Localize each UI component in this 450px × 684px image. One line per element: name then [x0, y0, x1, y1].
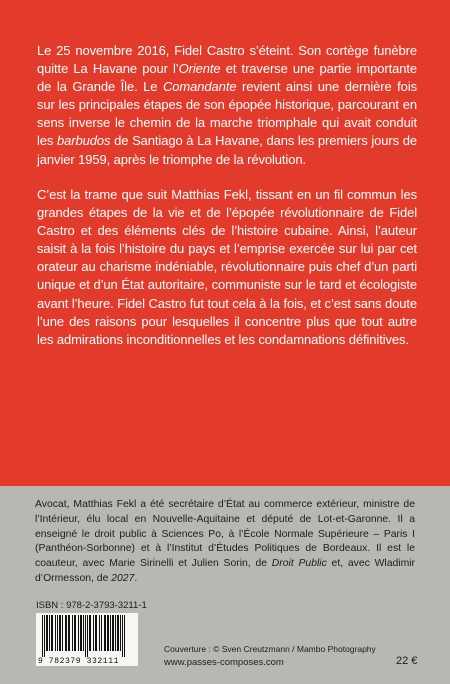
price-label: 22 €: [396, 655, 418, 667]
cover-credit: Couverture : © Sven Creutzmann / Mambo Photography: [164, 644, 376, 654]
barcode: [36, 613, 138, 666]
author-bio: Avocat, Matthias Fekl a été secrétaire d’État au commerce extérieur, ministre de l’Intérieur, élu local en Nouvelle-Aquitaine et député de Lot-et-Garonne. Il a enseigné le droit public à Sciences Po, à l’École Normale Supérieure – Paris I (Panthéon-Sorbonne) et à l’Institut d’Études Politiques de Bordeaux. Il est le coauteur, avec Marie Sirinelli et Julien Sorin, de Droit Public et, avec Wladimir d’Ormesson, de 2027.: [35, 499, 415, 584]
barcode-bars: [36, 613, 138, 658]
publisher-website: www.passes-composes.com: [164, 657, 284, 668]
isbn-label: ISBN : 978-2-3793-3211-1: [36, 600, 147, 611]
blurb-paragraph-2: C’est la trame que suit Matthias Fekl, tissant en un fil commun les grandes étapes de la vie et de l’épopée révolutionnaire de Fidel Castro et des éléments clés de l’histoire cubaine. Ainsi, l’auteur saisit à la fois l’histoire du pays et l’emprise exercée sur lui par cet orateur au charisme indéniable, révolutionnaire puis chef d’un parti unique et d’un État autoritaire, communiste sur le tard et écologiste avant l’heure. Fidel Castro fut tout cela à la fois, et c’est sans doute l’une des raisons pour lesquelles il concentre plus que tout autre les admirations inconditionnelles et les condamnations définitives.: [37, 187, 417, 347]
blurb-paragraph-1: Le 25 novembre 2016, Fidel Castro s’éteint. Son cortège funèbre quitte La Havane pour l’Oriente et traverse une partie importante de la Grande Île. Le Comandante revient ainsi une dernière fois sur les principales étapes de son épopée historique, parcourant en sens inverse le chemin de la marche triomphale qui avait conduit les barbudos de Santiago à La Havane, dans les premiers jours de janvier 1959, après le triomphe de la révolution.: [37, 43, 418, 167]
barcode-digits: 9 782379 332111: [38, 657, 120, 666]
